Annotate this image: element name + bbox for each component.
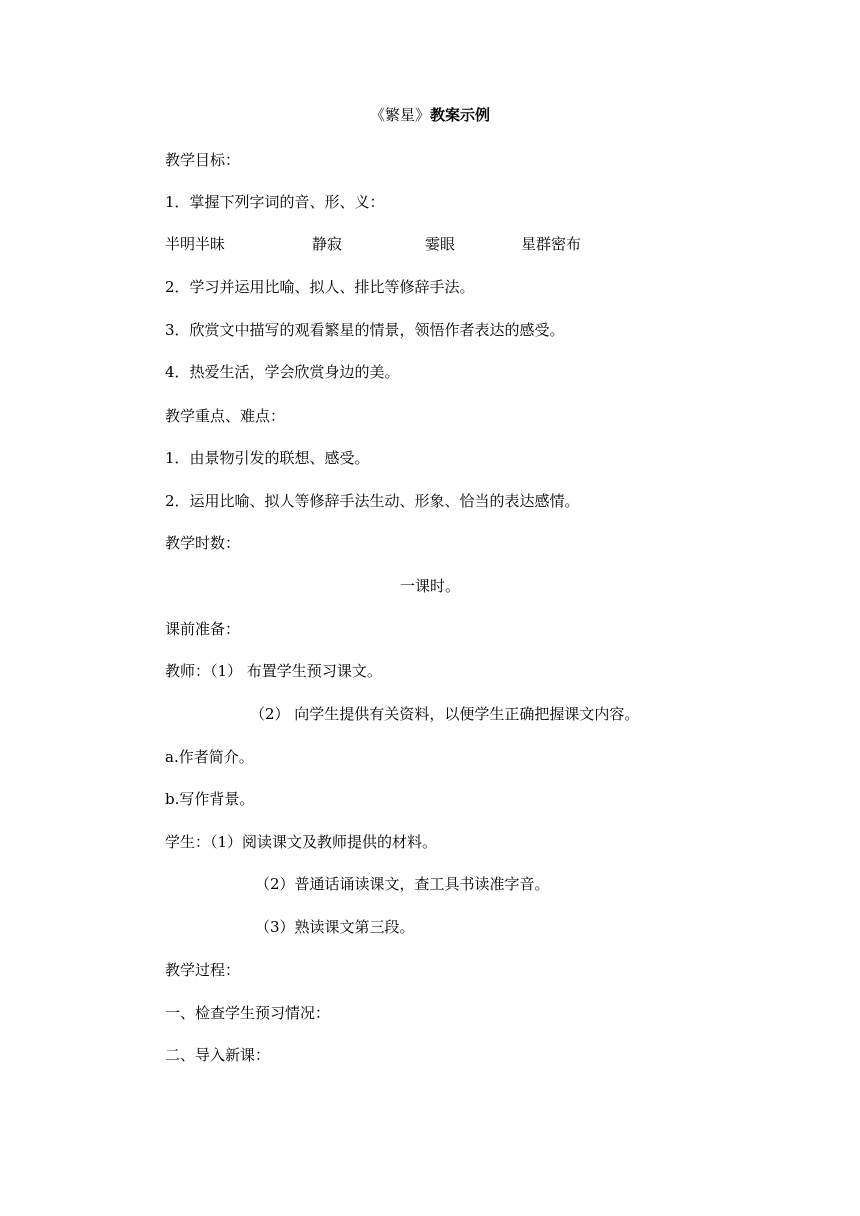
vocab-word-2: 静寂	[312, 235, 343, 253]
preparation-heading: 课前准备：	[165, 620, 241, 638]
hours-heading: 教学时数：	[165, 534, 241, 552]
title-book-name: 《繁星》	[369, 106, 430, 124]
teacher-prep-item-b: b.写作背景。	[165, 790, 255, 808]
teacher-prep-line-2: （2） 向学生提供有关资料，以便学生正确把握课文内容。	[250, 705, 640, 723]
student-prep-line-1: 学生：（1）阅读课文及教师提供的材料。	[165, 833, 438, 851]
vocab-word-4: 星群密布	[521, 235, 582, 253]
objective-item-2: 2．学习并运用比喻、拟人、排比等修辞手法。	[165, 278, 475, 296]
key-point-item-2: 2．运用比喻、拟人等修辞手法生动、形象、恰当的表达感情。	[165, 492, 580, 510]
teacher-prep-item-a: a.作者简介。	[165, 748, 254, 766]
vocab-word-1: 半明半昧	[165, 235, 226, 253]
teacher-prep-line-1: 教师：（1） 布置学生预习课文。	[165, 662, 382, 680]
objective-item-3: 3．欣赏文中描写的观看繁星的情景，领悟作者表达的感受。	[165, 321, 565, 339]
hours-value: 一课时。	[399, 577, 460, 595]
objective-item-1: 1．掌握下列字词的音、形、义：	[165, 193, 385, 211]
key-point-item-1: 1．由景物引发的联想、感受。	[165, 449, 370, 467]
document-title	[0, 105, 860, 125]
vocab-word-3: 霎眼	[425, 235, 456, 253]
objective-item-4: 4．热爱生活，学会欣赏身边的美。	[165, 363, 400, 381]
title-text: 教案示例	[430, 106, 491, 124]
student-prep-line-3: （3）熟读课文第三段。	[255, 918, 415, 936]
process-heading: 教学过程：	[165, 961, 241, 979]
process-step-1: 一、检查学生预习情况：	[165, 1004, 331, 1022]
student-prep-line-2: （2）普通话诵读课文，查工具书读准字音。	[255, 875, 550, 893]
objectives-heading: 教学目标：	[165, 151, 241, 169]
key-points-heading: 教学重点、难点：	[165, 407, 286, 425]
process-step-2: 二、导入新课：	[165, 1046, 271, 1064]
